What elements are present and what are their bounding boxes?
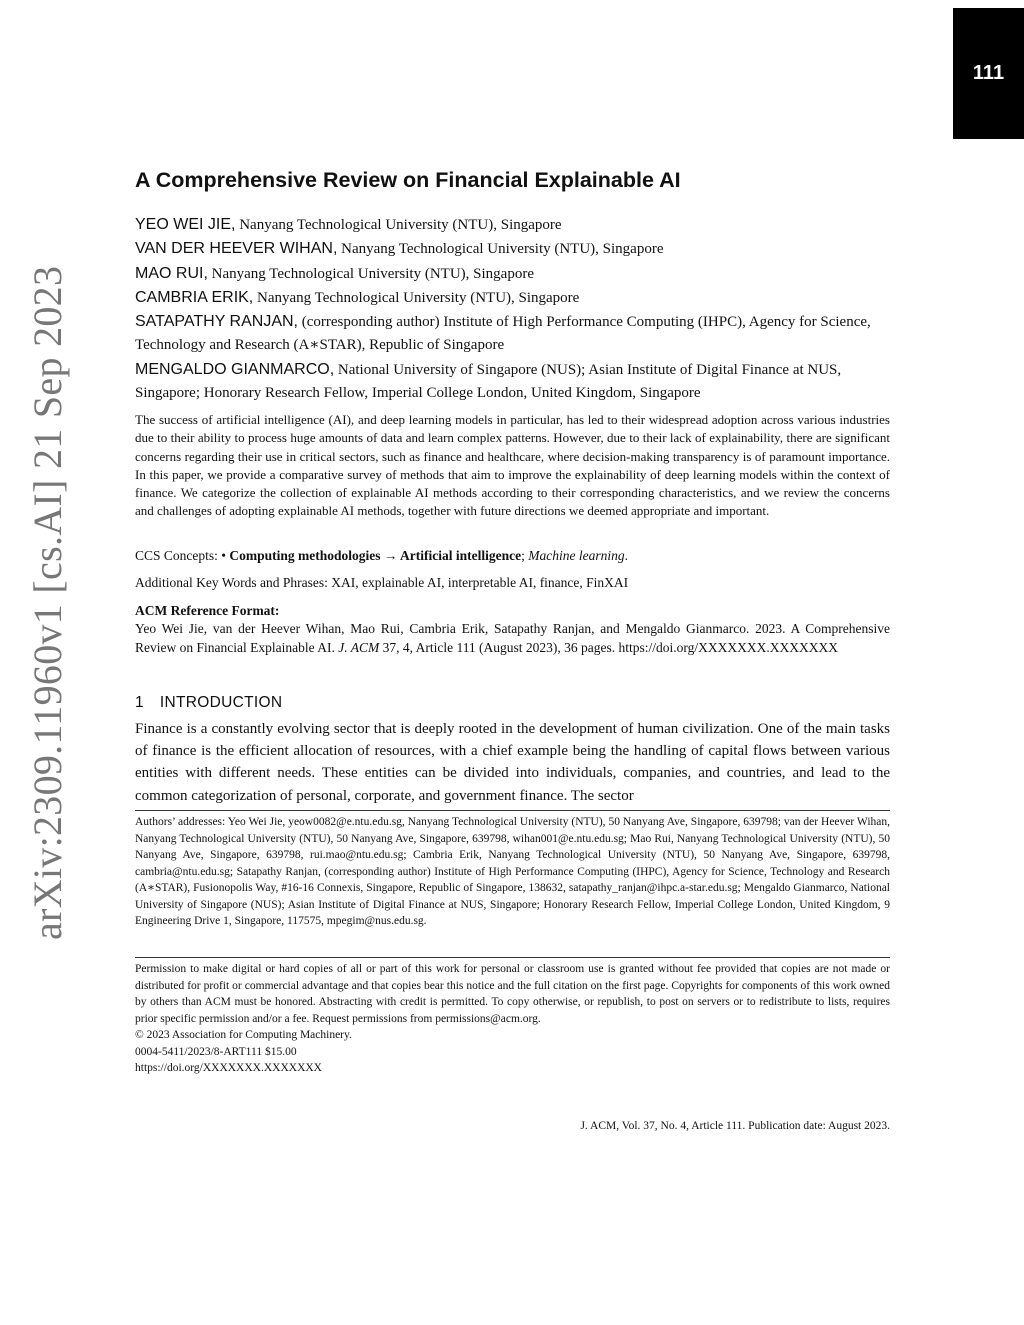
ccs-concept: Computing methodologies	[229, 548, 381, 563]
author-affiliation: National University of Singapore (NUS); Asian Institute of Digital Finance at NUS, Singapore; Honorary Research Fellow, Imperial College London, United Kingdom, Singapore	[135, 361, 842, 402]
section-title: INTRODUCTION	[159, 694, 283, 711]
section-number: 1	[135, 694, 144, 711]
ccs-prefix: CCS Concepts: •	[135, 548, 230, 563]
issn-line: 0004-5411/2023/8-ART111 $15.00	[135, 1045, 297, 1058]
acm-reference-format	[135, 602, 890, 657]
section-heading	[135, 694, 890, 712]
author-entry	[135, 213, 890, 237]
ccs-extra-concept: Machine learning	[528, 548, 625, 563]
ccs-concepts	[135, 548, 890, 564]
doi-link[interactable]: https://doi.org/XXXXXXX.XXXXXXX	[135, 1062, 322, 1074]
page-number-tab	[953, 8, 1024, 139]
paper-title: A Comprehensive Review on Financial Explainable AI	[135, 168, 681, 192]
author-name: MENGALDO GIANMARCO,	[135, 360, 335, 378]
acm-reference-text	[135, 620, 890, 657]
ccs-end: .	[624, 548, 628, 563]
acm-reference-citation: Yeo Wei Jie, van der Heever Wihan, Mao Rui, Cambria Erik, Satapathy Ranjan, and Mengaldo Gianmarco. 2023. A Comprehensive Review on Financial Explainable AI.	[135, 621, 890, 655]
permissions-text: Permission to make digital or hard copies of all or part of this work for personal or classroom use is granted without fee provided that copies are not made or distributed for profit or commercial advantage and that copies bear this notice and the full citation on the first page. Copyrights for components of this work owned by others than ACM must be honored. Abstracting with credit is permitted. To copy otherwise, or republish, to post on servers or to redistribute to lists, requires prior specific permission and/or a fee. Request permissions from permissions@acm.org.	[135, 963, 890, 1025]
author-affiliation: Nanyang Technological University (NTU), Singapore	[207, 265, 534, 282]
abstract: The success of artificial intelligence (AI), and deep learning models in particular, has led to their widespread adoption across various industries due to their ability to process huge amounts of data and learn complex patterns. However, due to their lack of explainability, there are significant concerns regarding their use in critical sectors, such as finance and healthcare, where decision-making transparency is of paramount importance. In this paper, we provide a comparative survey of methods that aim to improve the explainability of deep learning models within the context of finance. We categorize the collection of explainable AI methods according to their corresponding characteristics, and we review the concerns and challenges of adopting explainable AI methods, together with future directions we deemed appropriate and important.	[135, 412, 890, 519]
author-affiliation: (corresponding author) Institute of High Performance Computing (IHPC), Agency for Science, Technology and Research (A∗STAR), Republic of Singapore	[135, 314, 871, 354]
author-entry	[135, 237, 890, 261]
permissions-notice	[135, 961, 890, 1077]
authors-addresses: Authors’ addresses: Yeo Wei Jie, yeow0082@e.ntu.edu.sg, Nanyang Technological University (NTU), 50 Nanyang Ave, Singapore, 639798; van der Heever Wihan, Nanyang Technological University (NTU), 50 Nanyang Ave, Singapore, 639798, wihan001@e.ntu.edu.sg; Mao Rui, Nanyang Technological University (NTU), 50 Nanyang Ave, Singapore, 639798, rui.mao@ntu.edu.sg; Cambria Erik, Nanyang Technological University (NTU), 50 Nanyang Ave, Singapore, 639798, cambria@ntu.edu.sg; Satapathy Ranjan, (corresponding author) Institute of High Performance Computing (IHPC), Agency for Science, Technology and Research (A∗STAR), Fusionopolis Way, #16-16 Connexis, Singapore, Republic of Singapore, 138632, satapathy_ranjan@ihpc.a-star.edu.sg; Mengaldo Gianmarco, National University of Singapore (NUS); Asian Institute of Digital Finance at NUS, Singapore; Honorary Research Fellow, Imperial College London, United Kingdom, 9 Engineering Drive 1, Singapore, 117575, mpegim@nus.edu.sg.	[135, 816, 890, 927]
ccs-separator: ;	[521, 548, 529, 563]
author-list	[135, 213, 890, 405]
acm-reference-label: ACM Reference Format:	[135, 603, 280, 618]
author-name: CAMBRIA ERIK,	[135, 288, 254, 306]
ccs-subconcept: Artificial intelligence	[400, 548, 522, 563]
author-name: YEO WEI JIE,	[135, 216, 236, 233]
author-affiliation: Nanyang Technological University (NTU), Singapore	[235, 217, 562, 233]
introduction-paragraph: Finance is a constantly evolving sector that is deeply rooted in the development of human civilization. One of the main tasks of finance is the efficient allocation of resources, with a chief example being the handling of capital flows between various entities with different needs. These entities can be divided into individuals, companies, and countries, and lead to the common categorization of personal, corporate, and government finance. The sector	[135, 721, 890, 804]
acm-reference-details: 37, 4, Article 111 (August 2023), 36 pages. https://doi.org/XXXXXXX.XXXXXXX	[379, 639, 839, 655]
ccs-arrow: →	[380, 548, 401, 563]
author-entry	[135, 262, 890, 286]
permissions-divider	[135, 957, 890, 958]
author-entry	[135, 358, 890, 406]
author-entry	[135, 286, 890, 310]
author-name: MAO RUI,	[135, 264, 208, 282]
author-affiliation: Nanyang Technological University (NTU), Singapore	[253, 289, 580, 306]
arxiv-identifier-stamp: arXiv:2309.11960v1 [cs.AI] 21 Sep 2023	[25, 265, 70, 940]
running-footer: J. ACM, Vol. 37, No. 4, Article 111. Publication date: August 2023.	[580, 1120, 890, 1132]
author-affiliation: Nanyang Technological University (NTU), Singapore	[337, 241, 664, 258]
author-entry	[135, 310, 890, 358]
acm-reference-journal: J. ACM	[338, 639, 380, 655]
copyright-line: © 2023 Association for Computing Machinery.	[135, 1029, 352, 1041]
author-name: SATAPATHY RANJAN,	[135, 313, 298, 331]
page-number: 111	[972, 62, 1005, 84]
keywords: Additional Key Words and Phrases: XAI, explainable AI, interpretable AI, finance, FinXAI	[135, 575, 629, 590]
author-name: VAN DER HEEVER WIHAN,	[135, 240, 338, 258]
footnote-divider	[135, 810, 890, 811]
